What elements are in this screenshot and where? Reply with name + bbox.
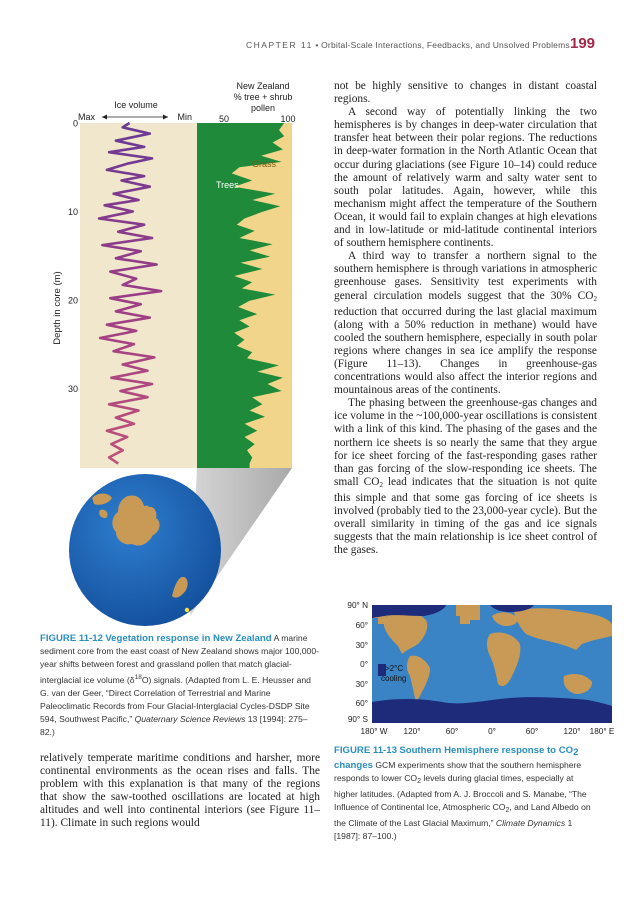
paragraph-4-a: The phasing between the greenhouse-gas changes and ice volume in the ~100,000-year oscillations is consistent with a link of this kind. The phasing of the gases and the northern ice sheets is so nearly the same that they argue for ice sheet forcing of the fast-responding gases rather than gas forcing of the slow-responding ice sheets. The small CO xyxy=(334,397,597,488)
depth-tick-0: 0 xyxy=(72,118,78,129)
lat-label-30n: 30° xyxy=(355,641,368,650)
fig-11-12-journal: Quaternary Science Reviews xyxy=(134,714,246,724)
figure-11-13-caption xyxy=(334,744,599,843)
fig-11-12-caption-c: 13 [1994]: 275–82.) xyxy=(40,714,308,737)
fig-11-13-label: FIGURE 11-13 xyxy=(334,745,397,756)
header-separator: • xyxy=(312,40,322,50)
ice-max-label: Max xyxy=(78,112,96,122)
lat-label-90s: 90° S xyxy=(347,715,368,724)
depth-tick-30: 30 xyxy=(67,383,78,394)
figure-11-13-map xyxy=(334,594,624,740)
figure-11-12-graphic xyxy=(40,78,328,628)
figure-11-12-caption xyxy=(40,632,320,739)
cooling-legend-text-2: cooling xyxy=(381,674,407,683)
lat-label-60s: 60° xyxy=(355,699,368,708)
depth-axis-label: Depth in core (m) xyxy=(52,271,63,345)
lon-label-120w: 120° xyxy=(403,727,421,736)
grass-label: Grass xyxy=(252,159,277,169)
fig-11-13-caption-sub1: 2 xyxy=(417,778,422,785)
ice-volume-title: Ice volume xyxy=(114,100,158,110)
fig-11-13-caption-sub2: 2 xyxy=(505,807,510,814)
left-bottom-paragraph: relatively temperate maritime conditions and harsher, more continental environments as the ocean rises and falls. The problem with this explanation is that many of the regions that show the saw-toothed oscillations are located at high altitudes and well into continental interiors (see Figure 11–11). Climate in such regions would xyxy=(40,752,320,830)
pollen-tick-50: 50 xyxy=(218,114,230,124)
fig-11-13-title-b: changes xyxy=(334,760,373,771)
lat-label-60n: 60° xyxy=(355,621,368,630)
lon-label-180w: 180° W xyxy=(360,727,388,736)
paragraph-1: not be highly sensitive to changes in distant coastal regions. xyxy=(334,80,597,106)
co2-subscript-2: 2 xyxy=(379,480,383,489)
chapter-label: CHAPTER 11 xyxy=(246,40,313,50)
lon-label-180e: 180° E xyxy=(589,727,615,736)
fig-11-13-title-sub: 2 xyxy=(573,747,579,758)
globe xyxy=(69,474,221,626)
core-site-marker xyxy=(185,608,189,612)
lat-label-90n: 90° N xyxy=(347,601,368,610)
co2-subscript: 2 xyxy=(593,294,597,303)
fig-11-13-caption-a: GCM experiments show that the southern hemisphere responds to lower CO xyxy=(334,760,582,783)
depth-tick-20: 20 xyxy=(67,295,78,306)
lon-label-60e: 60° xyxy=(525,727,539,736)
fig-11-13-caption-b: levels during glacial times, especially at higher latitudes. (Adapted from A. J. Broccoli and S. Manabe, “The Influence of Continental Ice, Atmospheric CO xyxy=(334,773,587,812)
pollen-tick-100: 100 xyxy=(280,114,296,124)
trees-label: Trees xyxy=(216,180,239,190)
cooling-legend-text-1: >2°C xyxy=(385,664,404,673)
fig-11-12-caption-a: A marine sediment core from the east coast of New Zealand shows major 100,000-year shifts between forest and grassland pollen that match glacial-interglacial ice volume (δ xyxy=(40,633,319,685)
fig-11-13-title-a: Southern Hemisphere response to CO xyxy=(399,745,574,756)
pollen-title-line1: New Zealand xyxy=(236,81,290,91)
lon-label-0: 0° xyxy=(488,727,496,736)
fig-11-12-caption-sup: 18 xyxy=(134,674,142,681)
paragraph-2: A second way of potentially linking the two hemispheres is by changes in deep-water circulation that transfer heat between their polar regions. The reductions in deep-water formation in the North Atlantic Ocean that occur during glaciations (see Figure 10–14) could reduce the amount of relatively warm and salty water sent to south polar latitudes. Again, however, while this mechanism might affect the temperature of the Southern Ocean, it would fail to explain changes at high elevations and in low-latitude or mid-latitude continental interiors of southern hemisphere continents. xyxy=(334,106,597,250)
fig-11-13-caption-d: 1 [1987]: 87–100.) xyxy=(334,818,573,841)
paragraph-3-b: reduction that occurred during the last glacial maximum (along with a 50% reduction in methane) would have cooled the southern hemisphere, especially in south polar regions where changes in sea ice amplify the response (Figure 11–13). Changes in greenhouse-gas concentrations would also affect the interior regions and mountainous areas of the continents. xyxy=(334,305,597,397)
fig-11-12-title: Vegetation response in New Zealand xyxy=(105,633,272,644)
depth-tick-10: 10 xyxy=(67,206,78,217)
lat-label-30s: 30° xyxy=(355,680,368,689)
lon-label-60w: 60° xyxy=(445,727,459,736)
lon-label-120e: 120° xyxy=(563,727,581,736)
fig-11-12-caption-b: O) signals. (Adapted from L. E. Heusser and G. van der Geer, “Direct Correlation of Terrestrial and Marine Paleoclimatic Records from Four Glacial-Interglacial Cycles-DSDP Site 594, Southwest Pacific,” xyxy=(40,675,311,724)
paragraph-4-b: lead indicates that the situation is not quite this simple and that some gas forcing of ice sheets is involved (probably tied to the 23,000-year cycle). But the overall similarity in timing of the gas and ice signals suggests that the main relationship is ice sheet control of the gases. xyxy=(334,475,597,557)
fig-11-13-journal: Climate Dynamics xyxy=(495,818,566,828)
page-number: 199 xyxy=(570,35,596,52)
map-lon-labels xyxy=(361,727,615,736)
lat-label-0: 0° xyxy=(360,660,368,669)
paragraph-3-a: A third way to transfer a northern signal to the southern hemisphere is through variations in atmospheric greenhouse gases. Sensitivity test experiments with general circulation models suggest that the 30% CO xyxy=(334,250,597,302)
pollen-title-line2: % tree + shrub xyxy=(233,92,293,102)
paragraph-4 xyxy=(334,397,597,557)
pollen-title-line3: pollen xyxy=(250,103,276,113)
fig-11-13-caption-c: , and Land Albedo on the Climate of the Last Glacial Maximum,” xyxy=(334,802,591,828)
running-header xyxy=(246,40,570,50)
map-lat-labels xyxy=(347,601,368,724)
fig-11-12-label: FIGURE 11-12 xyxy=(40,633,103,644)
chapter-title: Orbital-Scale Interactions, Feedbacks, and Unsolved Problems xyxy=(321,40,570,50)
right-column-text xyxy=(334,80,597,557)
paragraph-3 xyxy=(334,250,597,397)
ice-min-label: Min xyxy=(177,112,192,122)
